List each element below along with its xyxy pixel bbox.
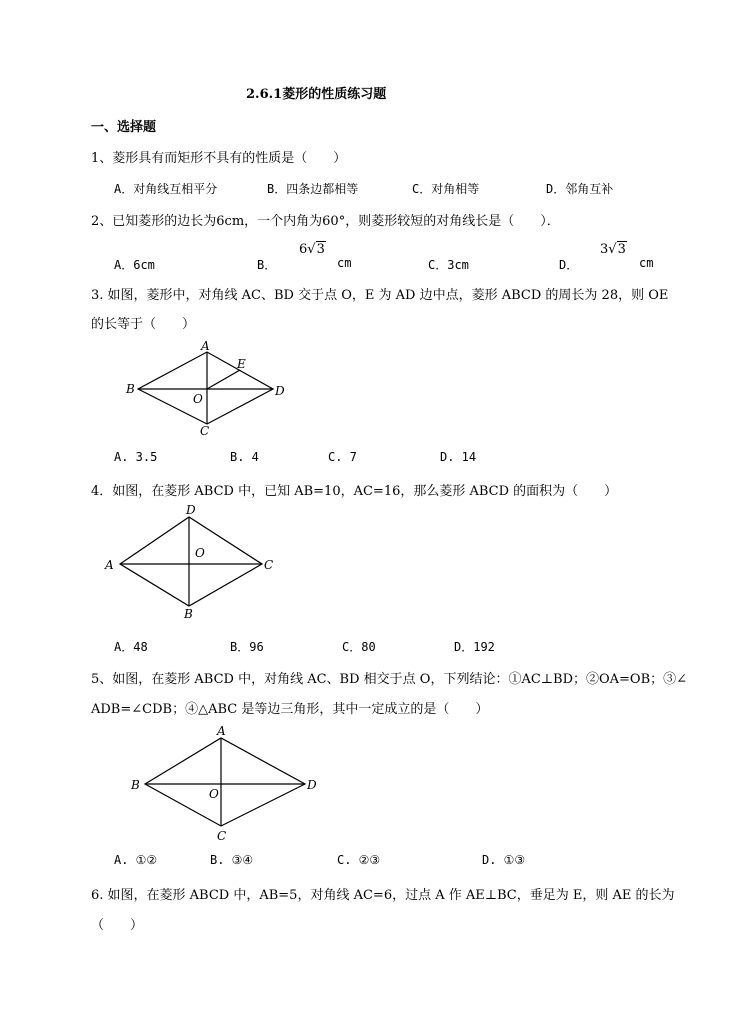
vertex-label-c: C — [264, 558, 274, 572]
question-6-stem-line-2: （ ） — [91, 918, 144, 933]
point-label-o: O — [195, 546, 205, 560]
question-5-rhombus-figure — [125, 720, 325, 845]
vertex-label-b: B — [126, 382, 135, 396]
question-4-option-b: B．96 — [230, 640, 264, 654]
question-1-stem: 1、菱形具有而矩形不具有的性质是（ ） — [91, 151, 347, 166]
question-3-stem-line-2: 的长等于（ ） — [91, 317, 196, 332]
point-label-o: O — [193, 392, 203, 406]
page-title: 2.6.1菱形的性质练习题 — [246, 87, 387, 102]
question-5-option-c: C. ②③ — [337, 853, 381, 867]
vertex-label-a: A — [201, 339, 210, 353]
question-2-option-b: B． — [257, 258, 277, 272]
vertex-label-a: A — [105, 558, 114, 572]
question-2-option-b-radicand: 3 — [316, 242, 325, 257]
vertex-label-d: D — [186, 503, 196, 517]
question-1-option-d: D．邻角互补 — [546, 182, 614, 196]
question-5-option-b: B. ③④ — [210, 853, 254, 867]
rhombus-outline — [120, 517, 262, 606]
question-5-stem-line-2: ADB=∠CDB；④△ABC 是等边三角形，其中一定成立的是（ ） — [91, 702, 489, 717]
question-3-stem-line-1: 3. 如图，菱形中，对角线 AC、BD 交于点 O，E 为 AD 边中点，菱形 ABCD 的周长为 28，则 OE — [91, 288, 669, 303]
question-3-option-b: B. 4 — [230, 450, 259, 464]
question-3-rhombus-figure — [120, 335, 300, 440]
question-2-option-d-unit: cm — [639, 256, 654, 270]
section-heading: 一、选择题 — [91, 120, 157, 135]
question-2-option-d-coefficient: 3 — [600, 242, 609, 257]
sqrt-symbol: √ — [608, 242, 617, 257]
question-2-option-d-value — [600, 242, 627, 257]
question-2-option-c: C．3cm — [428, 258, 469, 272]
question-5-option-a: A. ①② — [114, 853, 158, 867]
rhombus-outline — [145, 738, 305, 826]
sqrt-symbol: √ — [307, 242, 316, 257]
question-2-option-a: A．6cm — [114, 258, 155, 272]
vertex-label-b: B — [184, 607, 193, 621]
question-2-option-b-value — [299, 242, 326, 257]
vertex-label-d: D — [275, 384, 285, 398]
vertex-label-c: C — [217, 829, 227, 843]
question-2-option-b-coefficient: 6 — [299, 242, 308, 257]
question-4-stem: 4．如图，在菱形 ABCD 中，已知 AB=10，AC=16，那么菱形 ABCD 的面积为（ ） — [91, 484, 618, 499]
question-4-option-c: C．80 — [342, 640, 376, 654]
question-4-rhombus-figure — [100, 500, 290, 625]
point-label-o: O — [209, 787, 219, 801]
rhombus-outline — [138, 352, 273, 424]
question-3-option-a: A. 3.5 — [114, 450, 158, 464]
question-4-option-d: D．192 — [454, 640, 495, 654]
vertex-label-c: C — [200, 424, 210, 438]
question-3-option-d: D. 14 — [440, 450, 477, 464]
question-5-option-d: D. ①③ — [482, 853, 526, 867]
question-6-stem-line-1: 6. 如图，在菱形 ABCD 中，AB=5，对角线 AC=6，过点 A 作 AE⊥BC，垂足为 E，则 AE 的长为 — [91, 888, 675, 903]
point-label-e: E — [237, 357, 246, 371]
question-3-option-c: C. 7 — [328, 450, 357, 464]
question-2-stem: 2、已知菱形的边长为6cm，一个内角为60°，则菱形较短的对角线长是（ ）． — [91, 214, 560, 229]
question-1-option-b: B．四条边都相等 — [267, 182, 359, 196]
question-1-option-c: C．对角相等 — [412, 182, 480, 196]
question-2-option-b-unit: cm — [337, 256, 352, 270]
question-1-option-a: A．对角线互相平分 — [114, 182, 218, 196]
vertex-label-a: A — [217, 724, 226, 738]
question-4-option-a: A．48 — [114, 640, 148, 654]
question-2-option-d-radicand: 3 — [617, 242, 626, 257]
question-2-option-d: D． — [559, 258, 579, 272]
vertex-label-d: D — [307, 778, 317, 792]
question-5-stem-line-1: 5、如图，在菱形 ABCD 中，对角线 AC、BD 相交于点 O，下列结论：①AC⊥BD；②OA=OB；③∠ — [91, 672, 688, 687]
segment-oe — [207, 370, 240, 389]
vertex-label-b: B — [131, 778, 140, 792]
